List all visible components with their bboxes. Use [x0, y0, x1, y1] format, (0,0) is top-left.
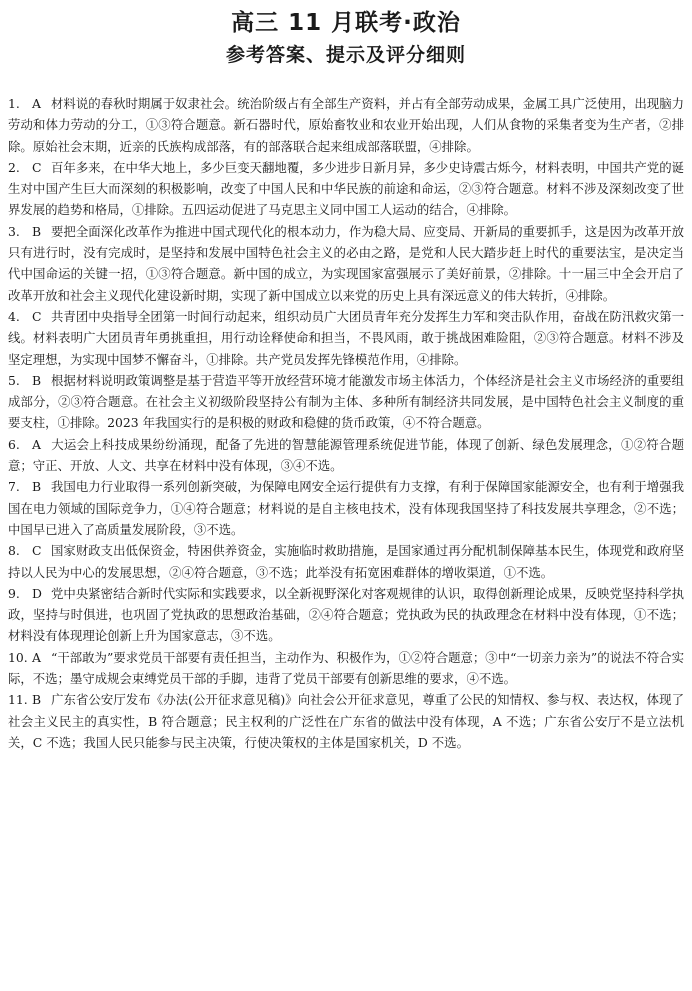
item-number: 10.: [8, 649, 28, 665]
explanation-text: 要把全面深化改革作为推进中国式现代化的根本动力，作为稳大局、应变局、开新局的重要抓手，这是因为改革开放只有进行时，没有完成时，是坚持和发展中国特色社会主义的必由之路，是党和人民大踏步赶上时代的重要法宝，是决定当代中国命运的关键一招，①③符合题意。新中国的成立，为实现国家富强展示了美好前景，②排除。十一届三中全会开启了改革开放和社会主义现代化建设新时期，实现了新中国成立以来党的历史上具有深远意义的伟大转折，④排除。: [8, 223, 684, 303]
explanation-text: 广东省公安厅发布《办法(公开征求意见稿)》向社会公开征求意见，尊重了公民的知情权、参与权、表达权，体现了社会主义民主的真实性，B 符合题意；民主权利的广泛性在广东省的做法中没有体现，A 不选；广东省公安厅不是立法机关，C 不选；我国人民只能参与民主决策，行使决策权的主体是国家机关，D 不选。: [8, 692, 684, 750]
page-title: 高三 11 月联考·政治: [231, 10, 461, 36]
answer-choice: C: [32, 543, 42, 559]
answer-item: [8, 434, 684, 477]
item-number: 7.: [8, 479, 20, 495]
explanation-text: 共青团中央指导全团第一时间行动起来，组织动员广大团员青年充分发挥生力军和突击队作用，奋战在防汛救灾第一线。材料表明广大团员青年勇挑重担，用行动诠释使命和担当，不畏风雨，敢于挑战困难险阻，②③符合题意。材料不涉及坚定理想，为实现中国梦不懈奋斗，①排除。共产党员发挥先锋模范作用，④排除。: [8, 308, 684, 367]
answer-choice: A: [32, 96, 41, 111]
answer-list: [8, 93, 684, 753]
answer-choice: D: [32, 585, 42, 601]
explanation-text: 我国电力行业取得一系列创新突破，为保障电网安全运行提供有力支撑，有利于保障国家能源安全，也有利于增强我国在电力领域的国际竞争力，①④符合题意；材料说的是自主核电技术，没有体现我国坚持了科技发展共享理念，②不选；中国早已进入了高质量发展阶段，③不选。: [8, 479, 684, 537]
explanation-text: “干部敢为”要求党员干部要有责任担当，主动作为、积极作为，①②符合题意；③中“一切亲力亲为”的说法不符合实际，不选；墨守成规会束缚党员干部的手脚，违背了党员干部要有创新思维的要求，④不选。: [8, 649, 684, 687]
answer-choice: B: [32, 479, 42, 495]
explanation-text: 党中央紧密结合新时代实际和实践要求，以全新视野深化对客观规律的认识，取得创新理论成果，反映党坚持科学执政，坚持与时俱进，也巩固了党执政的思想政治基础，②④符合题意；党执政为民的执政理念在材料中没有体现，①不选；材料没有体现理论创新上升为国家意志，③不选。: [8, 585, 684, 644]
answer-choice: C: [32, 159, 42, 175]
explanation-text: 大运会上科技成果纷纷涌现，配备了先进的智慧能源管理系统促进节能，体现了创新、绿色发展理念，①②符合题意；守正、开放、人文、共享在材料中没有体现，③④不选。: [8, 436, 684, 474]
item-number: 5.: [8, 372, 20, 388]
answer-item: [8, 306, 684, 370]
answer-choice: B: [32, 223, 42, 239]
answer-item: [8, 689, 684, 753]
explanation-text: 百年多来，在中华大地上，多少巨变天翻地覆，多少进步日新月异，多少史诗震古烁今，材料表明，中国共产党的诞生对中国产生巨大而深刻的积极影响，改变了中国人民和中华民族的前途和命运，②③符合题意。材料不涉及深刻改变了世界发展的趋势和格局，①排除。五四运动促进了马克思主义同中国工人运动的结合，④排除。: [8, 159, 684, 218]
answer-item: [8, 221, 684, 306]
answer-choice: C: [32, 308, 42, 324]
explanation-text: 材料说的春秋时期属于奴隶社会。统治阶级占有全部生产资料，并占有全部劳动成果，金属工具广泛使用，出现脑力劳动和体力劳动的分工，①③符合题意。新石器时代，原始畜牧业和农业开始出现，人们从食物的采集者变为生产者，②排除。原始社会末期，近亲的氏族构成部落，有的部落联合起来组成部落联盟，④排除。: [8, 96, 684, 154]
item-number: 11.: [8, 692, 28, 708]
item-number: 4.: [8, 308, 20, 324]
answer-choice: B: [32, 692, 42, 708]
item-number: 1.: [8, 96, 20, 111]
answer-item: [8, 370, 684, 434]
answer-choice: B: [32, 372, 42, 388]
answer-item: [8, 647, 684, 690]
explanation-text: 国家财政支出低保资金，特困供养资金，实施临时救助措施，是国家通过再分配机制保障基本民生，体现党和政府坚持以人民为中心的发展思想，②④符合题意，③不选；此举没有拓宽困难群体的增收渠道，①不选。: [8, 543, 684, 580]
answer-item: [8, 540, 684, 583]
item-number: 2.: [8, 159, 20, 175]
explanation-text: 根据材料说明政策调整是基于营造平等开放经营环境才能激发市场主体活力，个体经济是社会主义市场经济的重要组成部分，②③符合题意。在社会主义初级阶段坚持公有制为主体、多种所有制经济共同发展，是中国特色社会主义制度的重要支柱，①排除。2023 年我国实行的是积极的财政和稳健的货币政策，④不符合题意。: [8, 372, 684, 431]
page-subtitle: 参考答案、提示及评分细则: [225, 44, 466, 66]
answer-item: [8, 93, 684, 157]
answer-choice: A: [32, 649, 41, 665]
answer-item: [8, 476, 684, 540]
answer-item: [8, 157, 684, 221]
item-number: 3.: [8, 223, 20, 239]
answer-choice: A: [32, 436, 41, 452]
item-number: 9.: [8, 585, 20, 601]
item-number: 6.: [8, 436, 20, 452]
item-number: 8.: [8, 543, 20, 559]
answer-item: [8, 583, 684, 647]
